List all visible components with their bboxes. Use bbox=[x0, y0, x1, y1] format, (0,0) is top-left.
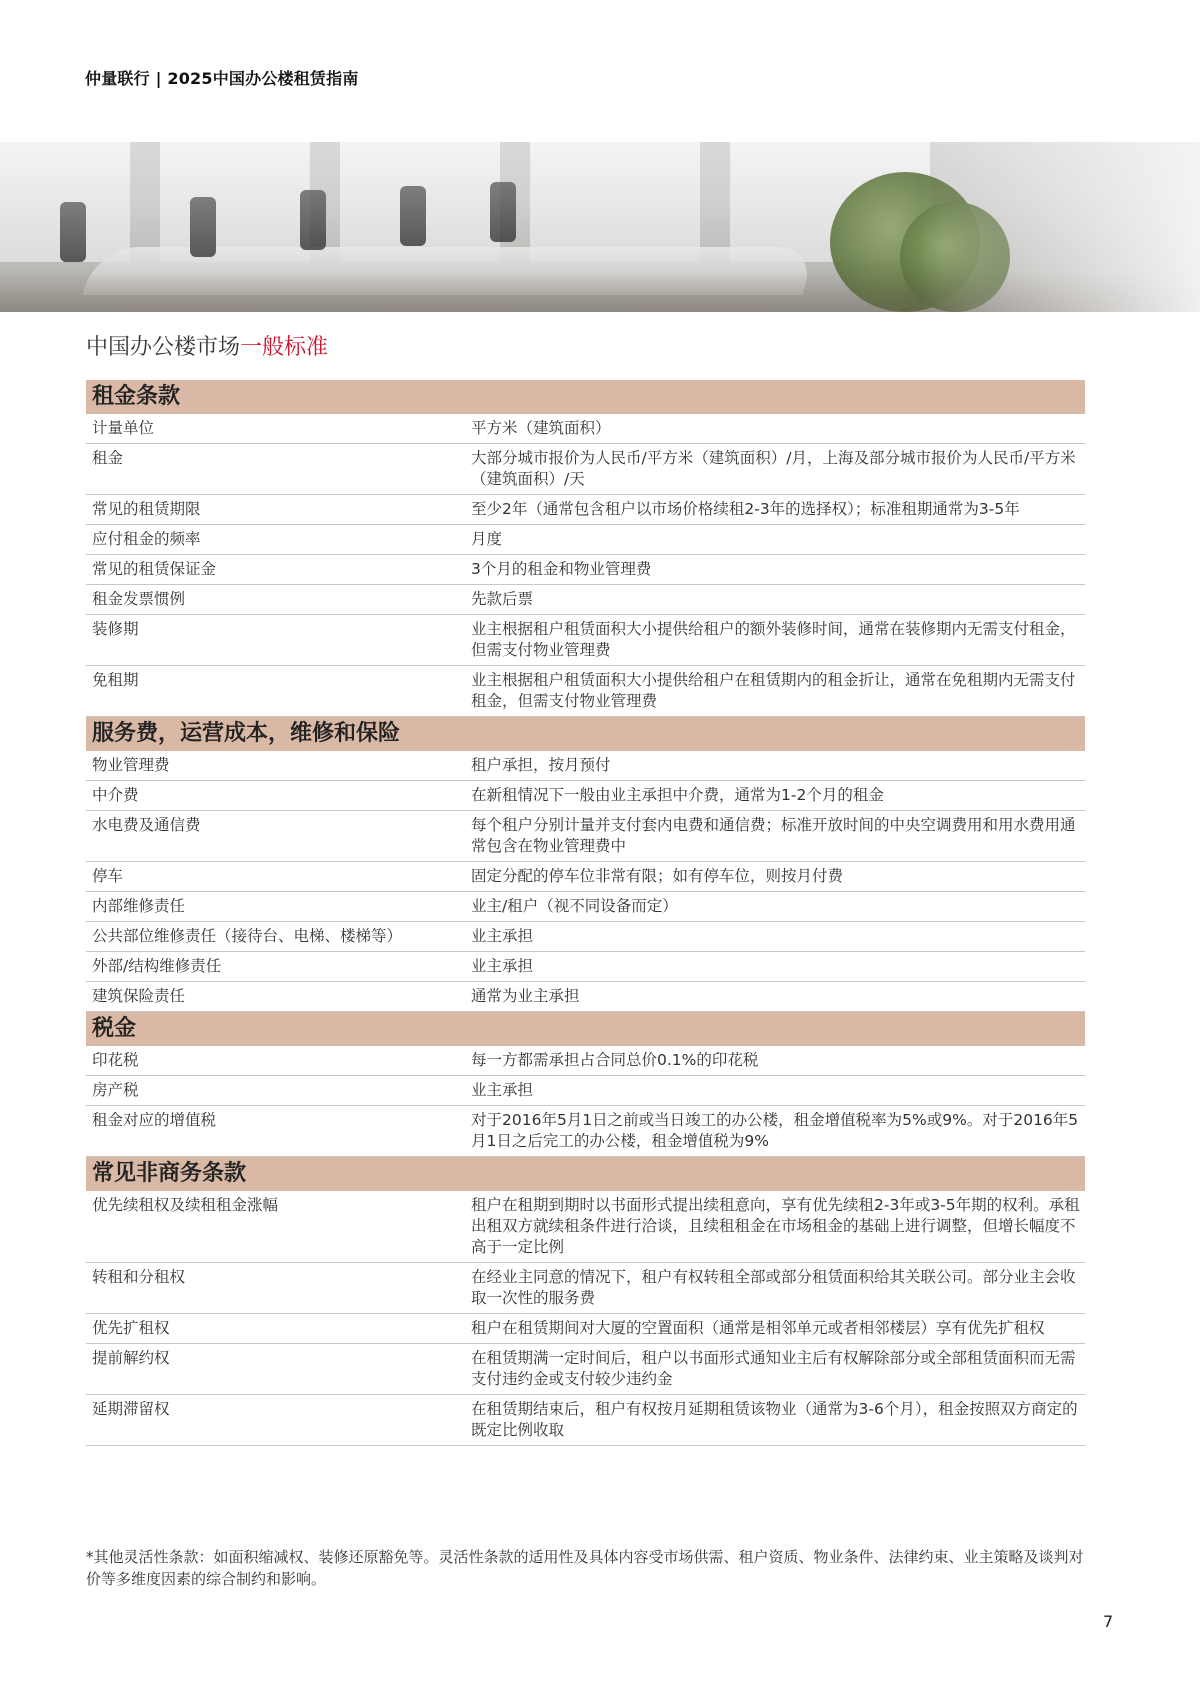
table-row bbox=[86, 751, 1085, 781]
row-key: 转租和分租权 bbox=[92, 1268, 186, 1286]
table-row bbox=[86, 1191, 1085, 1263]
row-value: 对于2016年5月1日之前或当日竣工的办公楼，租金增值税率为5%或9%。对于2016年5月1日之后完工的办公楼，租金增值税为9% bbox=[471, 1111, 1079, 1150]
page-number: 7 bbox=[1103, 1612, 1114, 1631]
row-key: 租金发票惯例 bbox=[92, 590, 186, 608]
row-key: 免租期 bbox=[92, 671, 139, 689]
footnote: *其他灵活性条款：如面积缩减权、装修还原豁免等。灵活性条款的适用性及具体内容受市场供需、租户资质、物业条件、法律约束、业主策略及谈判对价等多维度因素的综合制约和影响。 bbox=[86, 1548, 1084, 1588]
table-row bbox=[86, 1344, 1085, 1395]
row-key: 中介费 bbox=[92, 786, 139, 804]
row-value: 在租赁期结束后，租户有权按月延期租赁该物业（通常为3-6个月），租金按照双方商定的既定比例收取 bbox=[471, 1400, 1078, 1439]
row-value: 业主承担 bbox=[471, 1081, 534, 1099]
table-row bbox=[86, 1395, 1085, 1446]
table-row bbox=[86, 892, 1085, 922]
table-row bbox=[86, 1263, 1085, 1314]
table-row bbox=[86, 922, 1085, 952]
table-row bbox=[86, 555, 1085, 585]
row-value: 业主/租户（视不同设备而定） bbox=[471, 897, 678, 915]
row-value: 在新租情况下一般由业主承担中介费，通常为1-2个月的租金 bbox=[471, 786, 884, 804]
row-key: 常见的租赁期限 bbox=[92, 500, 201, 518]
row-key: 内部维修责任 bbox=[92, 897, 186, 915]
row-key: 公共部位维修责任（接待台、电梯、楼梯等） bbox=[92, 927, 403, 945]
table-row bbox=[86, 781, 1085, 811]
row-value: 3个月的租金和物业管理费 bbox=[471, 560, 652, 578]
row-key: 建筑保险责任 bbox=[92, 987, 186, 1005]
standards-table bbox=[86, 380, 1085, 1446]
row-value: 先款后票 bbox=[471, 590, 534, 608]
row-value: 业主承担 bbox=[471, 927, 534, 945]
row-key: 水电费及通信费 bbox=[92, 816, 201, 834]
row-key: 房产税 bbox=[92, 1081, 139, 1099]
section-heading-service-fees: 服务费，运营成本，维修和保险 bbox=[86, 717, 1085, 751]
table-row bbox=[86, 811, 1085, 862]
row-key: 停车 bbox=[92, 867, 124, 885]
page-title-prefix: 中国办公楼市场 bbox=[86, 335, 241, 360]
row-value: 业主根据租户租赁面积大小提供给租户的额外装修时间，通常在装修期内无需支付租金，但需支付物业管理费 bbox=[471, 620, 1076, 659]
row-key: 装修期 bbox=[92, 620, 139, 638]
row-value: 固定分配的停车位非常有限；如有停车位，则按月付费 bbox=[471, 867, 844, 885]
table-row bbox=[86, 525, 1085, 555]
row-value: 租户在租期到期时以书面形式提出续租意向，享有优先续租2-3年或3-5年期的权利。承租出租双方就续租条件进行洽谈，且续租租金在市场租金的基础上进行调整，但增长幅度不高于一定比例 bbox=[471, 1196, 1080, 1256]
row-key: 印花税 bbox=[92, 1051, 139, 1069]
table-row bbox=[86, 1314, 1085, 1344]
row-value: 平方米（建筑面积） bbox=[471, 419, 611, 437]
row-key: 常见的租赁保证金 bbox=[92, 560, 217, 578]
row-value: 每个租户分别计量并支付套内电费和通信费；标准开放时间的中央空调费用和用水费用通常包含在物业管理费中 bbox=[471, 816, 1076, 855]
row-key: 延期滞留权 bbox=[92, 1400, 170, 1418]
page-title bbox=[86, 330, 328, 361]
row-key: 应付租金的频率 bbox=[92, 530, 201, 548]
table-row bbox=[86, 1106, 1085, 1157]
section-heading-rent: 租金条款 bbox=[86, 380, 1085, 414]
table-row bbox=[86, 1046, 1085, 1076]
page-title-accent: 一般标准 bbox=[240, 335, 329, 360]
row-key: 优先续租权及续租租金涨幅 bbox=[92, 1196, 279, 1214]
row-value: 在租赁期满一定时间后，租户以书面形式通知业主后有权解除部分或全部租赁面积而无需支付违约金或支付较少违约金 bbox=[471, 1349, 1076, 1388]
row-key: 优先扩租权 bbox=[92, 1319, 170, 1337]
table-row bbox=[86, 1076, 1085, 1106]
row-key: 物业管理费 bbox=[92, 756, 170, 774]
table-row bbox=[86, 495, 1085, 525]
row-value: 每一方都需承担占合同总价0.1%的印花税 bbox=[471, 1051, 759, 1069]
row-key: 提前解约权 bbox=[92, 1349, 170, 1367]
row-value: 业主承担 bbox=[471, 957, 534, 975]
row-value: 租户在租赁期间对大厦的空置面积（通常是相邻单元或者相邻楼层）享有优先扩租权 bbox=[471, 1319, 1045, 1337]
section-heading-non-commercial-terms: 常见非商务条款 bbox=[86, 1157, 1085, 1191]
section-heading-taxes: 税金 bbox=[86, 1012, 1085, 1046]
row-value: 业主根据租户租赁面积大小提供给租户在租赁期内的租金折让，通常在免租期内无需支付租金，但需支付物业管理费 bbox=[471, 671, 1076, 710]
table-row bbox=[86, 444, 1085, 495]
table-row bbox=[86, 615, 1085, 666]
table-row bbox=[86, 414, 1085, 444]
table-row bbox=[86, 952, 1085, 982]
row-value: 大部分城市报价为人民币/平方米（建筑面积）/月，上海及部分城市报价为人民币/平方米（建筑面积）/天 bbox=[471, 449, 1076, 488]
table-row bbox=[86, 862, 1085, 892]
banner-photo-meeting-room bbox=[0, 142, 1200, 312]
row-key: 租金 bbox=[92, 449, 124, 467]
report-header: 仲量联行 | 2025中国办公楼租赁指南 bbox=[85, 69, 359, 88]
table-row bbox=[86, 982, 1085, 1012]
row-value: 在经业主同意的情况下，租户有权转租全部或部分租赁面积给其关联公司。部分业主会收取一次性的服务费 bbox=[471, 1268, 1076, 1307]
table-row bbox=[86, 585, 1085, 615]
table-row bbox=[86, 666, 1085, 717]
row-key: 租金对应的增值税 bbox=[92, 1111, 217, 1129]
row-value: 至少2年（通常包含租户以市场价格续租2-3年的选择权）；标准租期通常为3-5年 bbox=[471, 500, 1020, 518]
row-key: 计量单位 bbox=[92, 419, 155, 437]
row-value: 通常为业主承担 bbox=[471, 987, 580, 1005]
row-value: 租户承担，按月预付 bbox=[471, 756, 611, 774]
row-key: 外部/结构维修责任 bbox=[92, 957, 222, 975]
row-value: 月度 bbox=[471, 530, 503, 548]
